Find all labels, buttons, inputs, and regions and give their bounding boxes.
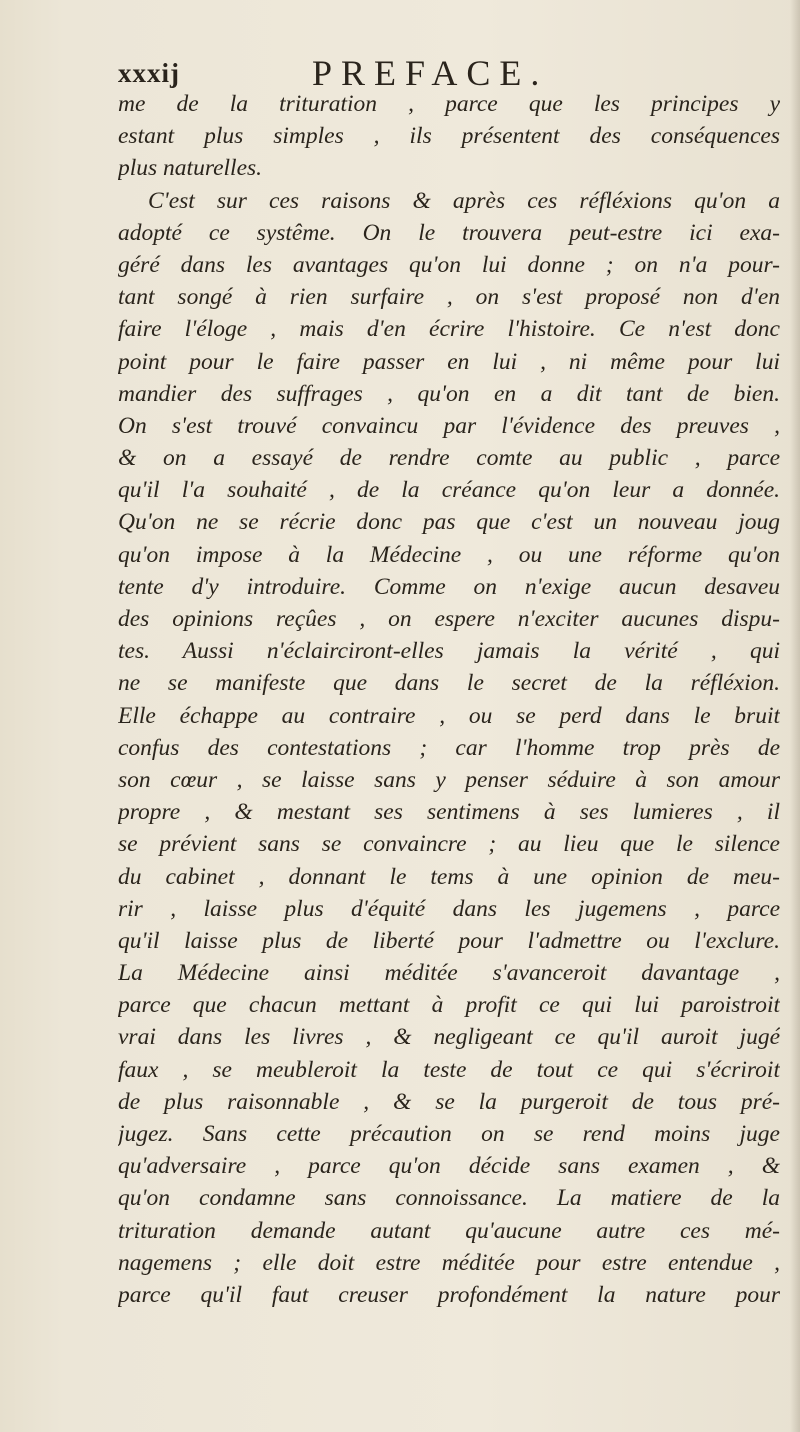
text-line: me de la trituration , parce que les principes y: [118, 91, 780, 117]
text-line: point pour le faire passer en lui , ni même pour lui: [118, 348, 780, 375]
text-line: Qu'on ne se récrie donc pas que c'est un nouveau joug: [118, 509, 780, 536]
text-line: faux , se meubleroit la teste de tout ce qui s'écriroit: [118, 1056, 780, 1083]
text-line: On s'est trouvé convaincu par l'évidence des preuves ,: [118, 412, 780, 439]
text-line: tant songé à rien surfaire , on s'est proposé non d'en: [118, 284, 780, 311]
text-line: jugez. Sans cette précaution on se rend moins juge: [118, 1121, 780, 1147]
text-line: adopté ce systême. On le trouvera peut-estre ici exa-: [118, 219, 780, 246]
text-line: tente d'y introduire. Comme on n'exige aucun desaveu: [118, 573, 780, 600]
text-line: plus naturelles.: [118, 155, 263, 182]
body-text: [118, 88, 780, 1311]
text-line: Elle échappe au contraire , ou se perd dans le bruit: [118, 702, 780, 729]
text-line: qu'adversaire , parce qu'on décide sans examen , &: [118, 1153, 780, 1180]
text-line: faire l'éloge , mais d'en écrire l'histoire. Ce n'est donc: [118, 316, 780, 343]
text-line: son cœur , se laisse sans y penser séduire à son amour: [118, 766, 780, 793]
text-line: du cabinet , donnant le tems à une opinion de meu-: [118, 863, 780, 890]
text-line: tes. Aussi n'éclairciront-elles jamais la vérité , qui: [118, 638, 780, 665]
text-line: & on a essayé de rendre comte au public , parce: [118, 445, 780, 472]
text-line: vrai dans les livres , & negligeant ce qu'il auroit jugé: [118, 1024, 780, 1051]
text-line: trituration demande autant qu'aucune autre ces mé-: [118, 1217, 780, 1244]
text-line: qu'on condamne sans connoissance. La matiere de la: [118, 1185, 780, 1212]
text-line: qu'il laisse plus de liberté pour l'admettre ou l'exclure.: [118, 927, 780, 954]
text-line: qu'on impose à la Médecine , ou une réforme qu'on: [118, 541, 780, 568]
text-line: qu'il l'a souhaité , de la créance qu'on leur a donnée.: [118, 477, 780, 504]
text-line: ne se manifeste que dans le secret de la réfléxion.: [118, 670, 780, 697]
text-line: parce que chacun mettant à profit ce qui lui paroistroit: [118, 992, 780, 1019]
text-line: La Médecine ainsi méditée s'avanceroit davantage ,: [118, 960, 780, 987]
text-line: propre , & mestant ses sentimens à ses lumieres , il: [118, 799, 780, 826]
text-line: nagemens ; elle doit estre méditée pour estre entendue ,: [118, 1249, 780, 1276]
text-line: géré dans les avantages qu'on lui donne ; on n'a pour-: [118, 251, 780, 278]
text-line: rir , laisse plus d'équité dans les jugemens , parce: [118, 895, 780, 922]
text-line: mandier des suffrages , qu'on en a dit tant de bien.: [118, 380, 780, 407]
text-line: parce qu'il faut creuser profondément la nature pour: [118, 1281, 780, 1308]
text-line: des opinions reçûes , on espere n'exciter aucunes dispu-: [118, 606, 780, 632]
running-title: PREFACE.: [312, 53, 549, 93]
text-line: se prévient sans se convaincre ; au lieu que le silence: [118, 831, 780, 858]
page-edge-shadow: [790, 0, 800, 1432]
paragraph-start-line: C'est sur ces raisons & après ces réfléxions qu'on a: [148, 187, 780, 214]
text-line: estant plus simples , ils présentent des conséquences: [118, 123, 780, 150]
text-line: de plus raisonnable , & se la purgeroit de tous pré-: [118, 1088, 780, 1115]
text-line: confus des contestations ; car l'homme trop près de: [118, 734, 780, 761]
page-number: xxxij: [118, 58, 180, 88]
